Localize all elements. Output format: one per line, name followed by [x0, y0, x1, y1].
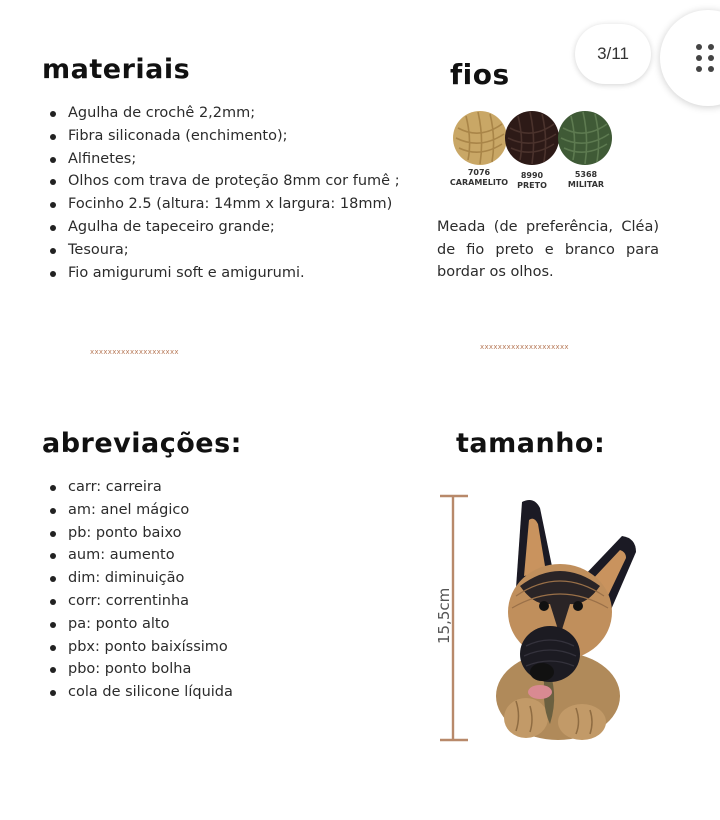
- materials-list: [42, 102, 400, 284]
- yarn-name: PRETO: [517, 181, 547, 190]
- grid-dots-icon: [696, 44, 718, 72]
- yarn-code: 7076: [467, 168, 491, 177]
- yarn-label-caramelito: [446, 168, 512, 188]
- list-item: pb: ponto baixo: [42, 522, 233, 545]
- yarn-name: MILITAR: [567, 180, 605, 189]
- list-item: Olhos com trava de proteção 8mm cor fumê ;: [42, 170, 400, 193]
- crochet-dog-image: [486, 496, 646, 746]
- yarn-label-preto: [510, 171, 554, 191]
- abbreviations-heading: abreviações:: [42, 428, 242, 459]
- list-item: Tesoura;: [42, 239, 400, 262]
- list-item: Focinho 2.5 (altura: 14mm x largura: 18mm): [42, 193, 400, 216]
- page-counter[interactable]: [575, 24, 651, 84]
- yarn-label-militar: [560, 170, 612, 190]
- abbreviations-list: [42, 476, 233, 704]
- list-item: pbo: ponto bolha: [42, 658, 233, 681]
- list-item: dim: diminuição: [42, 567, 233, 590]
- size-heading: tamanho:: [456, 428, 606, 459]
- list-item: aum: aumento: [42, 544, 233, 567]
- list-item: Agulha de crochê 2,2mm;: [42, 102, 400, 125]
- list-item: Fibra siliconada (enchimento);: [42, 125, 400, 148]
- section-divider: xxxxxxxxxxxxxxxxxxxx: [480, 343, 569, 351]
- list-item: Agulha de tapeceiro grande;: [42, 216, 400, 239]
- yarn-code: 8990: [520, 171, 544, 180]
- yarn-name: CARAMELITO: [449, 178, 509, 187]
- list-item: pa: ponto alto: [42, 613, 233, 636]
- yarn-ball-preto: [504, 110, 560, 166]
- section-divider: xxxxxxxxxxxxxxxxxxxx: [90, 348, 179, 356]
- size-measure-label: 15,5cm: [435, 587, 453, 644]
- list-item: cola de silicone líquida: [42, 681, 233, 704]
- list-item: Fio amigurumi soft e amigurumi.: [42, 262, 400, 285]
- yarn-ball-caramelito: [452, 110, 508, 166]
- menu-button[interactable]: [660, 10, 720, 106]
- list-item: carr: carreira: [42, 476, 233, 499]
- list-item: Alfinetes;: [42, 148, 400, 171]
- yarns-heading: fios: [450, 58, 510, 91]
- list-item: corr: correntinha: [42, 590, 233, 613]
- embroidery-yarn-note: Meada (de preferência, Cléa) de fio preto e branco para bordar os olhos.: [437, 219, 659, 281]
- yarn-ball-militar: [557, 110, 613, 166]
- yarn-code: 5368: [574, 170, 598, 179]
- list-item: pbx: ponto baixíssimo: [42, 636, 233, 659]
- page-counter-label: 3/11: [597, 44, 629, 63]
- list-item: am: anel mágico: [42, 499, 233, 522]
- materials-heading: materiais: [42, 54, 191, 85]
